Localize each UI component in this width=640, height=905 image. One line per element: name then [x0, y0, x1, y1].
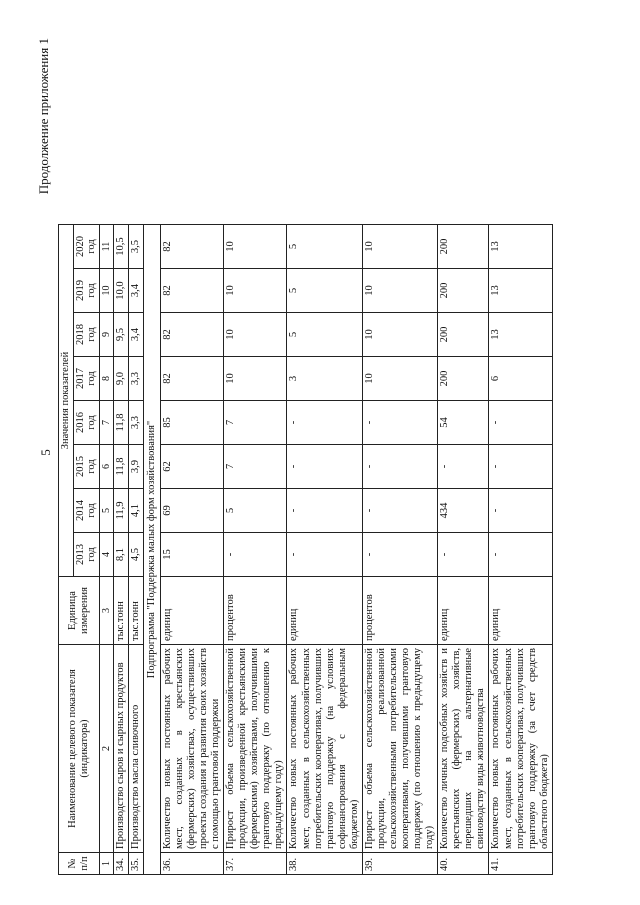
header-unit: Единица измерения — [59, 577, 100, 645]
value-cell: 10 — [362, 225, 437, 269]
value-cell: - — [362, 489, 437, 533]
value-cell: - — [489, 401, 552, 445]
value-cell: 6 — [489, 357, 552, 401]
value-cell: 434 — [438, 489, 489, 533]
value-cell: - — [489, 533, 552, 577]
value-cell: 3 — [287, 357, 362, 401]
unit-cell: единиц — [489, 577, 552, 645]
header-row-1 — [59, 225, 74, 875]
unit-cell: единиц — [438, 577, 489, 645]
value-cell: 15 — [160, 533, 223, 577]
column-index: 2 — [99, 645, 113, 853]
value-cell: 13 — [489, 225, 552, 269]
value-cell: 69 — [160, 489, 223, 533]
value-cell: - — [489, 489, 552, 533]
value-cell: - — [362, 445, 437, 489]
value-cell: - — [287, 445, 362, 489]
value-cell: 10 — [362, 269, 437, 313]
value-cell: 5 — [224, 489, 287, 533]
indicator-name: Количество личных подсобных хозяйств и крестьянских (фермерских) хозяйств, перешедших на альтернативные свиноводству виды животноводства — [438, 645, 489, 853]
value-cell: 3,3 — [128, 357, 143, 401]
value-cell: 200 — [438, 225, 489, 269]
value-cell: 8,1 — [113, 533, 128, 577]
unit-cell: тыс.тонн — [128, 577, 143, 645]
value-cell: 4,5 — [128, 533, 143, 577]
value-cell: 5 — [287, 269, 362, 313]
value-cell: - — [287, 489, 362, 533]
value-cell: 10 — [362, 313, 437, 357]
rows-production — [113, 225, 143, 875]
value-cell: - — [362, 401, 437, 445]
value-cell: 200 — [438, 269, 489, 313]
value-cell: 11,8 — [113, 445, 128, 489]
value-cell: 3,4 — [128, 313, 143, 357]
unit-cell: единиц — [287, 577, 362, 645]
column-index: 4 — [99, 533, 113, 577]
indicator-name: Прирост объема сельскохозяйственной продукции, произведенной крестьянскими (фермерскими) хозяйствами, получившими грантовую поддержку (по отношению к предыдущему году) — [224, 645, 287, 853]
table-row — [128, 225, 143, 875]
value-cell: - — [489, 445, 552, 489]
column-index: 11 — [99, 225, 113, 269]
value-cell: 54 — [438, 401, 489, 445]
value-cell: 85 — [160, 401, 223, 445]
value-cell: - — [438, 533, 489, 577]
column-index: 8 — [99, 357, 113, 401]
value-cell: 200 — [438, 357, 489, 401]
row-number: 36. — [160, 853, 223, 875]
indicator-name: Количество новых постоянных рабочих мест, созданных в сельскохозяйственных потребительских кооперативах, получивших грантовую поддержку (за счет средств областного бюджета) — [489, 645, 552, 853]
indicator-name: Количество новых постоянных рабочих мест, созданных в крестьянских (фермерских) хозяйствах, осуществивших проекты создания и развития своих хозяйств с помощью грантовой поддержки — [160, 645, 223, 853]
value-cell: - — [362, 533, 437, 577]
indicator-name: Прирост объема сельскохозяйственной продукции, реализованной сельскохозяйственными потребительскими кооперативами, получившими грантовую поддержку (по отношению к предыдущему году) — [362, 645, 437, 853]
value-cell: 9,0 — [113, 357, 128, 401]
column-index: 10 — [99, 269, 113, 313]
table-row — [224, 225, 287, 875]
value-cell: 62 — [160, 445, 223, 489]
header-year: 2018 год — [73, 313, 99, 357]
table-row — [438, 225, 489, 875]
unit-cell: единиц — [160, 577, 223, 645]
header-year: 2015 год — [73, 445, 99, 489]
value-cell: 5 — [287, 313, 362, 357]
value-cell: - — [224, 533, 287, 577]
value-cell: 11,8 — [113, 401, 128, 445]
value-cell: 10,5 — [113, 225, 128, 269]
value-cell: 3,4 — [128, 269, 143, 313]
value-cell: 200 — [438, 313, 489, 357]
indicator-name: Количество новых постоянных рабочих мест, созданных в сельскохозяйственных потребительских кооперативах, получивших грантовую поддержку (на условиях софинансирования с федеральным бюджетом) — [287, 645, 362, 853]
value-cell: 13 — [489, 313, 552, 357]
continuation-label: Продолжение приложения 1 — [36, 38, 51, 195]
value-cell: 13 — [489, 269, 552, 313]
header-year: 2013 год — [73, 533, 99, 577]
value-cell: - — [287, 401, 362, 445]
row-number: 38. — [287, 853, 362, 875]
row-number: 37. — [224, 853, 287, 875]
value-cell: 10,0 — [113, 269, 128, 313]
column-index: 1 — [99, 853, 113, 875]
row-number: 35. — [128, 853, 143, 875]
table-row — [160, 225, 223, 875]
table-row — [287, 225, 362, 875]
subprogram-section — [143, 225, 160, 875]
value-cell: 82 — [160, 357, 223, 401]
header-num: № п/п — [59, 853, 100, 875]
header-year: 2017 год — [73, 357, 99, 401]
indicator-name: Производство сыров и сырных продуктов — [113, 645, 128, 853]
column-index: 6 — [99, 445, 113, 489]
header-year: 2014 год — [73, 489, 99, 533]
column-index: 5 — [99, 489, 113, 533]
header-name: Наименование целевого показателя (индикатора) — [59, 645, 100, 853]
rows-small-farms — [160, 225, 552, 875]
value-cell: 82 — [160, 225, 223, 269]
value-cell: 7 — [224, 445, 287, 489]
indicators-table — [58, 224, 553, 875]
value-cell: 3,3 — [128, 401, 143, 445]
value-cell: 10 — [224, 357, 287, 401]
value-cell: 4,1 — [128, 489, 143, 533]
subprogram-row — [143, 225, 160, 875]
header-year: 2019 год — [73, 269, 99, 313]
row-number: 41. — [489, 853, 552, 875]
row-number: 39. — [362, 853, 437, 875]
value-cell: 10 — [224, 269, 287, 313]
table-row — [362, 225, 437, 875]
table-row — [489, 225, 552, 875]
row-number: 40. — [438, 853, 489, 875]
subprogram-title: Подпрограмма "Поддержка малых форм хозяйствования" — [143, 225, 160, 875]
header-values-group: Значения показателей — [59, 225, 74, 577]
value-cell: 7 — [224, 401, 287, 445]
column-index-row — [99, 225, 113, 875]
value-cell: 10 — [224, 225, 287, 269]
value-cell: 3,9 — [128, 445, 143, 489]
value-cell: - — [438, 445, 489, 489]
value-cell: - — [287, 533, 362, 577]
header-year: 2016 год — [73, 401, 99, 445]
value-cell: 10 — [362, 357, 437, 401]
unit-cell: тыс.тонн — [113, 577, 128, 645]
value-cell: 11,9 — [113, 489, 128, 533]
unit-cell: процентов — [224, 577, 287, 645]
table-row — [113, 225, 128, 875]
value-cell: 5 — [287, 225, 362, 269]
value-cell: 10 — [224, 313, 287, 357]
value-cell: 3,5 — [128, 225, 143, 269]
value-cell: 82 — [160, 313, 223, 357]
indicator-name: Производство масла сливочного — [128, 645, 143, 853]
column-index: 3 — [99, 577, 113, 645]
page-number: 5 — [38, 449, 53, 456]
header-year: 2020 год — [73, 225, 99, 269]
unit-cell: процентов — [362, 577, 437, 645]
column-index: 7 — [99, 401, 113, 445]
row-number: 34. — [113, 853, 128, 875]
value-cell: 9,5 — [113, 313, 128, 357]
column-index: 9 — [99, 313, 113, 357]
value-cell: 82 — [160, 269, 223, 313]
